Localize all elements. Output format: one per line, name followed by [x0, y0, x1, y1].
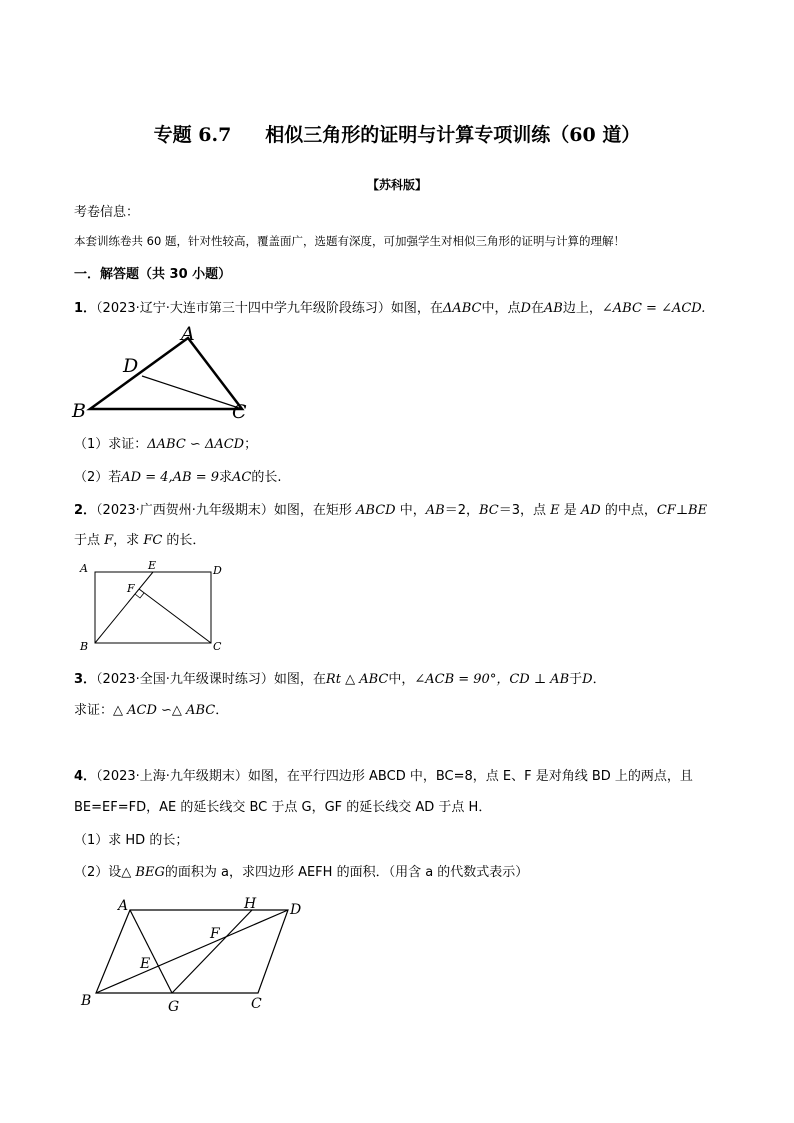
problem-1-figure — [68, 322, 258, 422]
section-heading: 一．解答题（共 30 小题） — [74, 267, 232, 282]
segment-cd — [142, 376, 242, 409]
label-g: G — [168, 999, 180, 1015]
label-f: F — [127, 582, 135, 595]
problem-4-part-1: （1）求 HD 的长； — [74, 833, 189, 848]
problem-4-figure — [76, 892, 316, 1017]
label-f: F — [210, 926, 220, 942]
problem-1-stem: 1．（2023·辽宁·大连市第三十四中学九年级阶段练习）如图，在ΔABC中，点D在AB边上，∠ABC = ∠ACD. — [74, 301, 706, 316]
segment-be — [95, 572, 153, 643]
label-b: B — [80, 640, 89, 653]
right-angle-mark — [135, 593, 144, 598]
segment-cf — [139, 589, 211, 643]
label-a: A — [118, 898, 129, 914]
problem-3-stem: 3．（2023·全国·九年级课时练习）如图，在Rt △ ABC中，∠ACB = 90°，CD ⊥ AB于D． — [74, 672, 606, 687]
title-prefix: 专题 6.7 — [153, 124, 232, 146]
problem-4-part-2: （2）设△ BEG的面积为 a，求四边形 AEFH 的面积．（用含 a 的代数式表示） — [74, 865, 529, 880]
label-h: H — [244, 896, 257, 912]
label-d: D — [290, 902, 302, 918]
page-title — [0, 120, 794, 147]
label-b: B — [81, 993, 92, 1009]
label-d: D — [213, 564, 222, 577]
segment-gh — [172, 910, 252, 993]
problem-2-figure — [76, 558, 236, 654]
label-a: A — [80, 562, 88, 575]
intro-description: 本套训练卷共 60 题，针对性较高，覆盖面广，选题有深度，可加强学生对相似三角形的证明与计算的理解！ — [74, 234, 625, 248]
intro-label: 考卷信息： — [74, 205, 140, 220]
problem-3-prove: 求证：△ ACD ∽△ ABC． — [74, 703, 229, 718]
title-main: 相似三角形的证明与计算专项训练（60 道） — [265, 124, 641, 146]
rectangle-abcd — [95, 572, 211, 643]
problem-2-stem-cont: 于点 F，求 FC 的长． — [74, 533, 206, 548]
triangle-abc — [90, 338, 242, 409]
problem-2-stem: 2．（2023·广西贺州·九年级期末）如图，在矩形 ABCD 中，AB＝2，BC＝3，点 E 是 AD 的中点，CF⊥BE — [74, 503, 708, 518]
label-a: A — [181, 323, 195, 345]
segment-ag — [130, 910, 172, 993]
label-c: C — [213, 640, 222, 653]
problem-4-stem: 4．（2023·上海·九年级期末）如图，在平行四边形 ABCD 中，BC=8，点 E、F 是对角线 BD 上的两点，且 — [74, 769, 693, 784]
edition-label: 【苏科版】 — [366, 178, 427, 192]
label-d: D — [123, 355, 139, 377]
problem-1-part-2: （2）若AD = 4,AB = 9求AC的长. — [74, 470, 282, 485]
label-c: C — [251, 996, 262, 1012]
problem-4-stem-cont: BE=EF=FD，AE 的延长线交 BC 于点 G，GF 的延长线交 AD 于点 H． — [74, 800, 492, 815]
label-b: B — [72, 400, 86, 422]
label-e: E — [140, 956, 151, 972]
label-e: E — [148, 559, 157, 572]
label-c: C — [232, 401, 247, 422]
problem-1-part-1: （1）求证：ΔABC ∽ ΔACD； — [74, 437, 258, 452]
